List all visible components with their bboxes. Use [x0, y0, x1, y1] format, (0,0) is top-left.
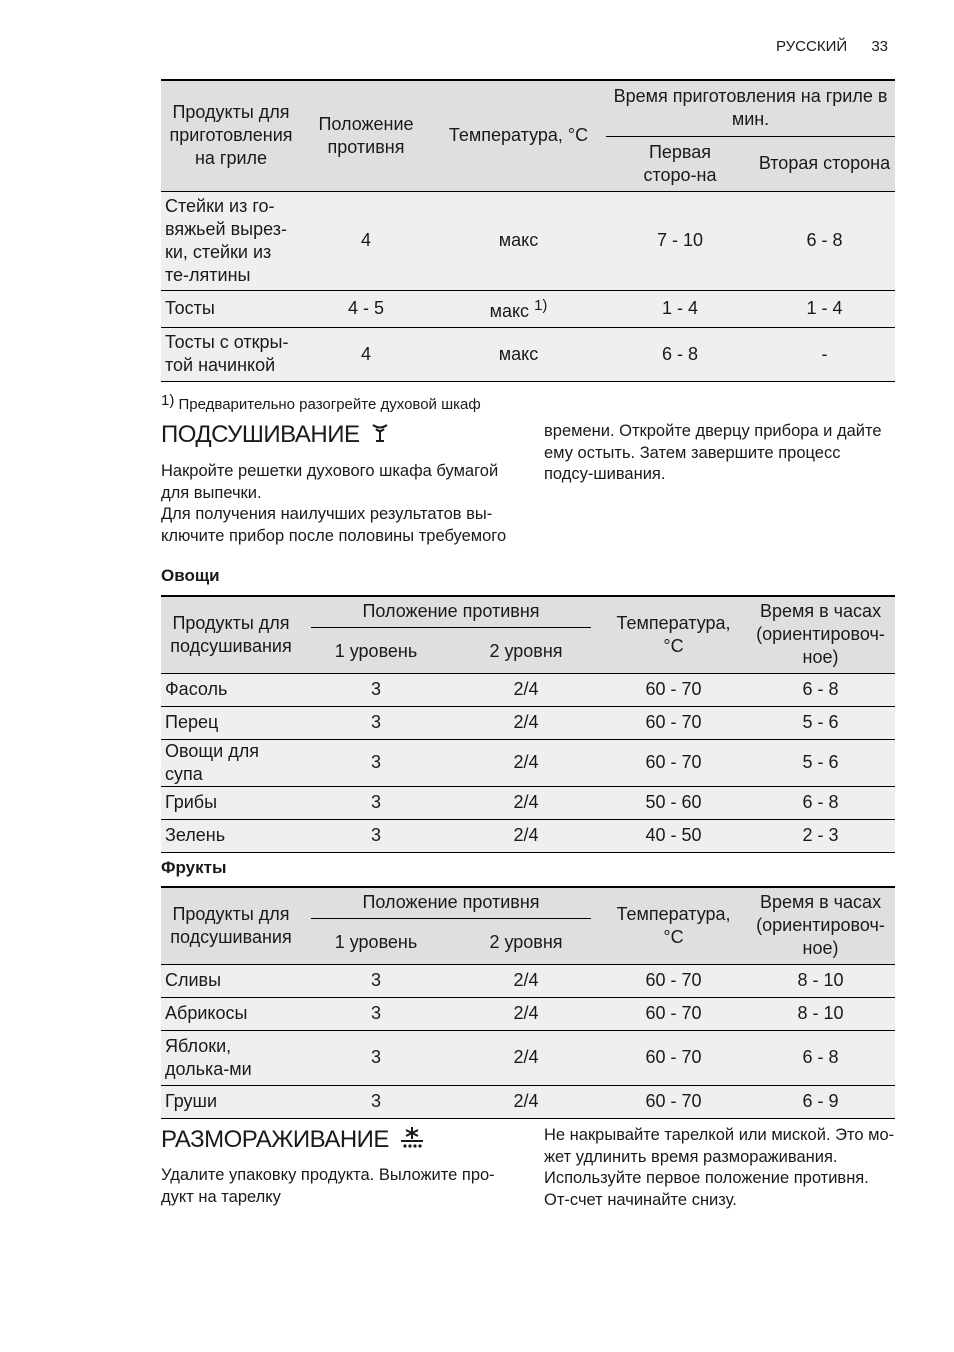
- table-row: [161, 327, 895, 381]
- cell-level-2: 2/4: [451, 997, 601, 1030]
- cell-temperature: 60 - 70: [601, 739, 746, 786]
- cell-level-1: 3: [301, 786, 451, 819]
- defrost-text-left: Удалите упаковку продукта. Выложите про-дукт на тарелку: [161, 1166, 495, 1206]
- cell-product: Стейки из го-вяжьей вырез-ки, стейки из те-лятины: [161, 191, 301, 290]
- cell-level-1: 3: [301, 964, 451, 997]
- cell-first-side: 1 - 4: [606, 290, 754, 327]
- cell-temperature: 60 - 70: [601, 997, 746, 1030]
- col-header-time: Время в часах (ориентировоч-ное): [746, 887, 895, 964]
- cell-temperature: 40 - 50: [601, 819, 746, 852]
- col-header-product: Продукты для подсушивания: [161, 887, 301, 964]
- drying-text-left: Накройте решетки духового шкафа бумагой для выпечки. Для получения наилучших результатов вы-ключите прибор после половины требуемого: [161, 462, 507, 545]
- table-row: [161, 739, 895, 786]
- fruits-table: [161, 886, 895, 1119]
- col-header-temperature: Температура, °C: [431, 80, 606, 191]
- cell-second-side: 6 - 8: [754, 191, 895, 290]
- col-header-temperature: Температура, °C: [601, 887, 746, 964]
- fruits-heading: Фрукты: [161, 858, 227, 877]
- defrost-text-right: Не накрывайте тарелкой или миской. Это мо-жет удлинить время размораживания. Используйте первое положение противня. От-счет начинайте снизу.: [544, 1126, 895, 1209]
- cell-level-2: 2/4: [451, 819, 601, 852]
- cell-second-side: 1 - 4: [754, 290, 895, 327]
- table-row: [161, 786, 895, 819]
- col-header-temperature: Температура, °C: [601, 596, 746, 673]
- cell-level-1: 3: [301, 1085, 451, 1118]
- col-header-position: [301, 596, 601, 631]
- footnote-text: Предварительно разогрейте духовой шкаф: [178, 396, 481, 413]
- col-header-time: Время в часах (ориентировоч-ное): [746, 596, 895, 673]
- cell-temperature: 60 - 70: [601, 673, 746, 706]
- cell-time: 6 - 8: [746, 673, 895, 706]
- cell-temperature: 60 - 70: [601, 1030, 746, 1085]
- col-header-product: Продукты для приготовления на гриле: [161, 80, 301, 191]
- cell-time: 6 - 9: [746, 1085, 895, 1118]
- drying-text-right: времени. Откройте дверцу прибора и дайте ему остыть. Затем завершите процесс подсу-шивания.: [544, 422, 882, 483]
- cell-product: Фасоль: [161, 673, 301, 706]
- footnote-ref: 1): [534, 297, 548, 314]
- cell-level-1: 3: [301, 673, 451, 706]
- col-header-level-1: 1 уровень: [301, 631, 451, 673]
- cell-product: Груши: [161, 1085, 301, 1118]
- cell-temperature: макс: [431, 191, 606, 290]
- page-header: [776, 38, 888, 55]
- cell-temperature: [431, 290, 606, 327]
- cell-position: 4: [301, 327, 431, 381]
- vegetables-table: [161, 595, 895, 853]
- cell-position: 4 - 5: [301, 290, 431, 327]
- cell-product: Тосты: [161, 290, 301, 327]
- col-header-second-side: Вторая сторона: [754, 136, 895, 191]
- vegetables-heading: Овощи: [161, 566, 220, 585]
- grill-table: [161, 79, 895, 382]
- cell-product: Тосты с откры-той начинкой: [161, 327, 301, 381]
- drying-icon: [370, 421, 390, 450]
- col-header-level-1: 1 уровень: [301, 922, 451, 964]
- col-header-product: Продукты для подсушивания: [161, 596, 301, 673]
- cell-time: 5 - 6: [746, 706, 895, 739]
- table-row: [161, 819, 895, 852]
- col-header-first-side: Первая сторо-на: [606, 136, 754, 191]
- footnote-marker: 1): [161, 392, 175, 409]
- cell-time: 8 - 10: [746, 964, 895, 997]
- cell-time: 8 - 10: [746, 997, 895, 1030]
- cell-second-side: -: [754, 327, 895, 381]
- cell-position: 4: [301, 191, 431, 290]
- col-header-position-label: Положение противня: [311, 600, 591, 628]
- cell-level-2: 2/4: [451, 964, 601, 997]
- cell-temperature: макс: [431, 327, 606, 381]
- table-row: [161, 997, 895, 1030]
- col-header-level-2: 2 уровня: [451, 922, 601, 964]
- cell-product: Зелень: [161, 819, 301, 852]
- cell-level-1: 3: [301, 1030, 451, 1085]
- cell-level-1: 3: [301, 819, 451, 852]
- cell-first-side: 7 - 10: [606, 191, 754, 290]
- col-header-level-2: 2 уровня: [451, 631, 601, 673]
- page-number: 33: [871, 38, 888, 55]
- drying-title: ПОДСУШИВАНИЕ: [161, 421, 360, 448]
- cell-product: Перец: [161, 706, 301, 739]
- col-header-time: Время приготовления на гриле в мин.: [606, 80, 895, 136]
- cell-level-2: 2/4: [451, 1030, 601, 1085]
- cell-time: 6 - 8: [746, 786, 895, 819]
- col-header-position: [301, 887, 601, 922]
- cell-time: 5 - 6: [746, 739, 895, 786]
- cell-product: Грибы: [161, 786, 301, 819]
- cell-level-1: 3: [301, 706, 451, 739]
- cell-product: Абрикосы: [161, 997, 301, 1030]
- cell-product: Сливы: [161, 964, 301, 997]
- table-row: [161, 706, 895, 739]
- col-header-position-label: Положение противня: [311, 891, 591, 919]
- footnote: [161, 392, 481, 413]
- cell-time: 6 - 8: [746, 1030, 895, 1085]
- cell-level-2: 2/4: [451, 739, 601, 786]
- col-header-position: Положение противня: [301, 80, 431, 191]
- cell-level-2: 2/4: [451, 673, 601, 706]
- cell-level-2: 2/4: [451, 706, 601, 739]
- cell-level-2: 2/4: [451, 1085, 601, 1118]
- temperature-value: макс: [489, 301, 530, 321]
- table-row: [161, 290, 895, 327]
- table-row: [161, 964, 895, 997]
- cell-level-1: 3: [301, 997, 451, 1030]
- section-title-defrost: [161, 1125, 425, 1156]
- section-title-drying: [161, 421, 390, 450]
- language-label: РУССКИЙ: [775, 38, 848, 55]
- cell-first-side: 6 - 8: [606, 327, 754, 381]
- cell-temperature: 60 - 70: [601, 964, 746, 997]
- cell-product: Яблоки, долька-ми: [161, 1030, 301, 1085]
- cell-temperature: 60 - 70: [601, 706, 746, 739]
- cell-temperature: 50 - 60: [601, 786, 746, 819]
- cell-level-1: 3: [301, 739, 451, 786]
- cell-level-2: 2/4: [451, 786, 601, 819]
- cell-temperature: 60 - 70: [601, 1085, 746, 1118]
- table-row: [161, 1030, 895, 1085]
- cell-time: 2 - 3: [746, 819, 895, 852]
- defrost-icon: [399, 1125, 425, 1156]
- table-row: [161, 673, 895, 706]
- table-row: [161, 1085, 895, 1118]
- cell-product: Овощи для супа: [161, 739, 301, 786]
- defrost-title: РАЗМОРАЖИВАНИЕ: [161, 1125, 389, 1153]
- table-row: [161, 191, 895, 290]
